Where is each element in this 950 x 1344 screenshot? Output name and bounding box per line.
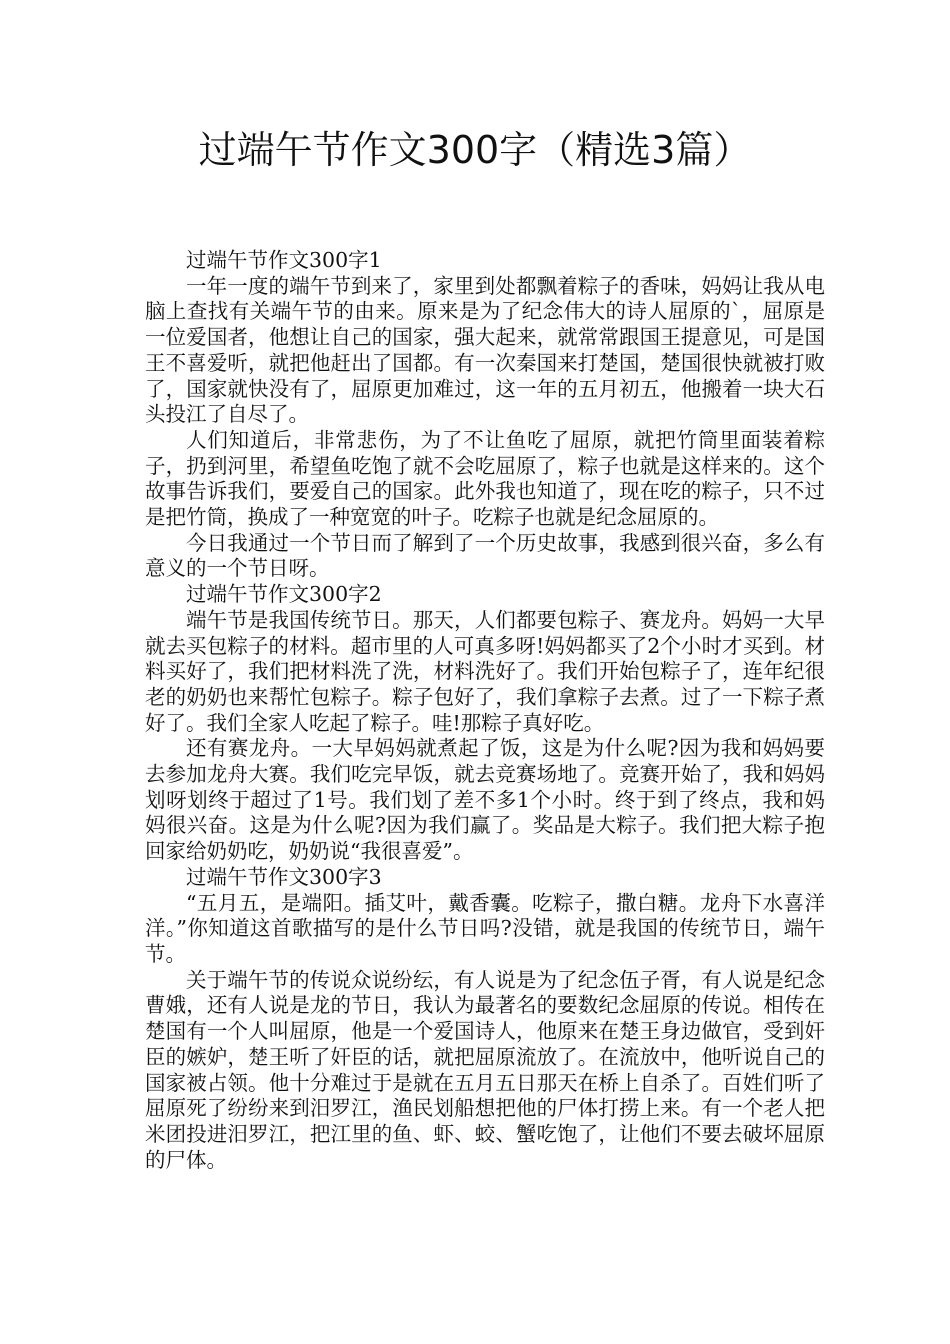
document-body: [145, 248, 825, 1173]
paragraph: 关于端午节的传说众说纷纭，有人说是为了纪念伍子胥，有人说是纪念曹娥，还有人说是龙的节日，我认为最著名的要数纪念屈原的传说。相传在楚国有一个人叫屈原，他是一个爱国诗人，他原来在楚王身边做官，受到奸臣的嫉妒，楚王听了奸臣的话，就把屈原流放了。在流放中，他听说自己的国家被占领。他十分难过于是就在五月五日那天在桥上自杀了。百姓们听了屈原死了纷纷来到汨罗江，渔民划船想把他的尸体打捞上来。有一个老人把米团投进汨罗江，把江里的鱼、虾、蛟、蟹吃饱了，让他们不要去破坏屈原的尸体。: [145, 967, 825, 1172]
section-heading: 过端午节作文300字1: [186, 248, 382, 272]
paragraph: 还有赛龙舟。一大早妈妈就煮起了饭，这是为什么呢?因为我和妈妈要去参加龙舟大赛。我们吃完早饭，就去竞赛场地了。竞赛开始了，我和妈妈划呀划终于超过了1号。我们划了差不多1个小时。终于到了终点，我和妈妈很兴奋。这是为什么呢?因为我们赢了。奖品是大粽子。我们把大粽子抱回家给奶奶吃，奶奶说“我很喜爱”。: [145, 736, 825, 864]
paragraph: 人们知道后，非常悲伤，为了不让鱼吃了屈原，就把竹筒里面装着粽子，扔到河里，希望鱼吃饱了就不会吃屈原了，粽子也就是这样来的。这个故事告诉我们，要爱自己的国家。此外我也知道了，现在吃的粽子，只不过是把竹筒，换成了一种宽宽的叶子。吃粽子也就是纪念屈原的。: [145, 427, 825, 530]
section-heading: 过端午节作文300字2: [186, 582, 382, 607]
section-heading: 过端午节作文300字3: [186, 864, 382, 889]
paragraph: 端午节是我国传统节日。那天，人们都要包粽子、赛龙舟。妈妈一大早就去买包粽子的材料。超市里的人可真多呀!妈妈都买了2个小时才买到。材料买好了，我们把材料洗了洗，材料洗好了。我们开始包粽子了，连年纪很老的奶奶也来帮忙包粽子。粽子包好了，我们拿粽子去煮。过了一下粽子煮好了。我们全家人吃起了粽子。哇!那粽子真好吃。: [145, 607, 825, 735]
essay-section-2: [145, 582, 825, 865]
document-title: 过端午节作文300字（精选3篇）: [198, 128, 752, 172]
essay-section-1: [145, 248, 825, 582]
paragraph: “五月五，是端阳。插艾叶，戴香囊。吃粽子，撒白糖。龙舟下水喜洋洋。”你知道这首歌描写的是什么节日吗?没错，就是我国的传统节日，端午节。: [145, 890, 825, 966]
essay-section-3: [145, 865, 825, 1173]
paragraph: 一年一度的端午节到来了，家里到处都飘着粽子的香味，妈妈让我从电脑上查找有关端午节的由来。原来是为了纪念伟大的诗人屈原的`，屈原是一位爱国者，他想让自己的国家，强大起来，就常常跟国王提意见，可是国王不喜爱听，就把他赶出了国都。有一次秦国来打楚国，楚国很快就被打败了，国家就快没有了，屈原更加难过，这一年的五月初五，他搬着一块大石头投江了自尽了。: [145, 273, 825, 427]
paragraph: 今日我通过一个节日而了解到了一个历史故事，我感到很兴奋，多么有意义的一个节日呀。: [145, 530, 825, 581]
